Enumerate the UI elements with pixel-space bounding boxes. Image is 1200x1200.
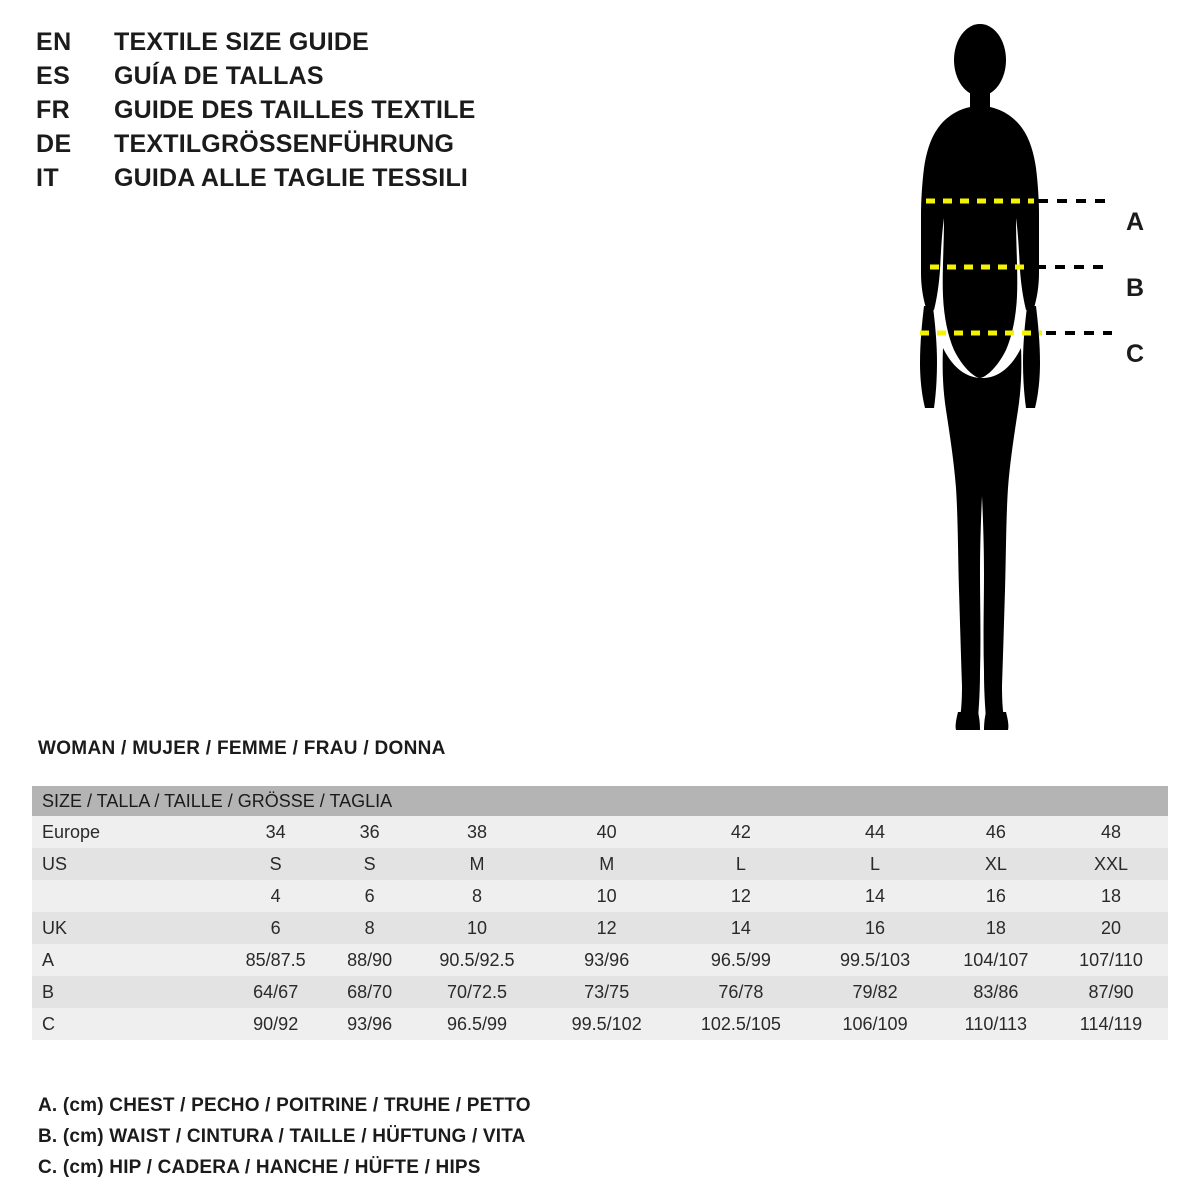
cell: 106/109: [842, 1013, 908, 1034]
gender-label: WOMAN / MUJER / FEMME / FRAU / DONNA: [38, 738, 446, 759]
cell: 36: [359, 821, 380, 842]
cell: 8: [364, 917, 375, 938]
table-row: [32, 1008, 1168, 1040]
cell: 90/92: [253, 1013, 299, 1034]
cell: 40: [596, 821, 617, 842]
cell: 68/70: [347, 981, 393, 1002]
chest-measure-marker: A: [1126, 208, 1145, 236]
row-label-c: C: [42, 1013, 55, 1034]
cell: 104/107: [963, 949, 1029, 970]
waist-measure-marker: B: [1126, 274, 1145, 302]
cell: 34: [265, 821, 286, 842]
cell: 4: [270, 885, 281, 906]
row-label-us: US: [42, 853, 68, 874]
cell: 87/90: [1088, 981, 1134, 1002]
table-row: [32, 976, 1168, 1008]
cell: 18: [1100, 885, 1122, 906]
cell: 96.5/99: [446, 1013, 507, 1034]
title-row: [36, 62, 656, 96]
language-code-es: ES: [36, 62, 71, 90]
table-row: [32, 880, 1168, 912]
title-text-it: GUIDA ALLE TAGLIE TESSILI: [114, 164, 469, 192]
row-label-uk: UK: [42, 917, 68, 938]
table-row: [32, 944, 1168, 976]
cell: 96.5/99: [710, 949, 771, 970]
cell: 64/67: [253, 981, 299, 1002]
cell: 93/96: [347, 1013, 393, 1034]
cell: 16: [985, 885, 1006, 906]
cell: 20: [1100, 917, 1122, 938]
language-code-it: IT: [36, 164, 60, 192]
title-row: [36, 96, 656, 130]
cell: 12: [730, 885, 751, 906]
cell: 88/90: [347, 949, 393, 970]
title-text-es: GUÍA DE TALLAS: [114, 62, 324, 90]
title-text-fr: GUIDE DES TAILLES TEXTILE: [114, 96, 476, 124]
hip-measure-marker: C: [1126, 340, 1145, 368]
cell: XL: [984, 853, 1007, 874]
cell: 14: [730, 917, 751, 938]
cell: 44: [865, 821, 886, 842]
cell: 16: [865, 917, 886, 938]
cell: S: [269, 853, 282, 874]
language-code-fr: FR: [36, 96, 71, 124]
cell: 6: [364, 885, 375, 906]
cell: L: [870, 853, 881, 874]
table-header-row: [32, 786, 1168, 816]
body-figure-area: [860, 18, 1190, 738]
cell: M: [599, 853, 615, 874]
cell: 10: [596, 885, 617, 906]
cell: S: [363, 853, 376, 874]
table-header-label: SIZE / TALLA / TAILLE / GRÖSSE / TAGLIA: [32, 786, 1168, 816]
cell: 107/110: [1079, 949, 1143, 970]
cell: 99.5/102: [571, 1013, 642, 1034]
cell: 102.5/105: [700, 1013, 781, 1034]
footnote-hip: C. (cm) HIP / CADERA / HANCHE / HÜFTE / HIPS: [38, 1157, 481, 1178]
cell: 90.5/92.5: [439, 949, 515, 970]
cell: 93/96: [584, 949, 630, 970]
table-row: [32, 848, 1168, 880]
female-body-silhouette: [860, 18, 1190, 738]
footnote-waist: B. (cm) WAIST / CINTURA / TAILLE / HÜFTUNG / VITA: [38, 1126, 526, 1147]
cell: 85/87.5: [245, 949, 306, 970]
title-row: [36, 28, 656, 62]
title-row: [36, 130, 656, 164]
cell: 12: [596, 917, 617, 938]
title-row: [36, 164, 656, 198]
footnote-chest: A. (cm) CHEST / PECHO / POITRINE / TRUHE / PETTO: [38, 1095, 531, 1116]
cell: 46: [985, 821, 1006, 842]
row-label-europe: Europe: [42, 821, 101, 842]
cell: L: [735, 853, 746, 874]
cell: 83/86: [973, 981, 1019, 1002]
title-text-de: TEXTILGRÖSSENFÜHRUNG: [114, 130, 455, 158]
cell: 48: [1100, 821, 1122, 842]
size-table: [32, 786, 1168, 1040]
row-label-b: B: [42, 981, 55, 1002]
cell: 18: [985, 917, 1006, 938]
cell: 76/78: [718, 981, 764, 1002]
cell: 38: [466, 821, 487, 842]
cell: 8: [471, 885, 482, 906]
language-title-block: [36, 28, 656, 198]
cell: M: [469, 853, 485, 874]
title-text-en: TEXTILE SIZE GUIDE: [114, 28, 370, 56]
cell: 79/82: [852, 981, 898, 1002]
cell: 42: [730, 821, 751, 842]
row-label-a: A: [42, 949, 55, 970]
row-label-us-numeric: [32, 880, 222, 912]
cell: 14: [865, 885, 886, 906]
cell: 70/72.5: [446, 981, 507, 1002]
measurement-legend: [38, 1090, 738, 1183]
table-row: [32, 816, 1168, 848]
cell: 6: [270, 917, 281, 938]
language-code-en: EN: [36, 28, 72, 56]
cell: 114/119: [1079, 1013, 1143, 1034]
table-row: [32, 912, 1168, 944]
cell: 110/113: [964, 1013, 1028, 1034]
cell: 10: [466, 917, 487, 938]
cell: 73/75: [584, 981, 630, 1002]
cell: XXL: [1093, 853, 1129, 874]
language-code-de: DE: [36, 130, 72, 158]
cell: 99.5/103: [840, 949, 911, 970]
